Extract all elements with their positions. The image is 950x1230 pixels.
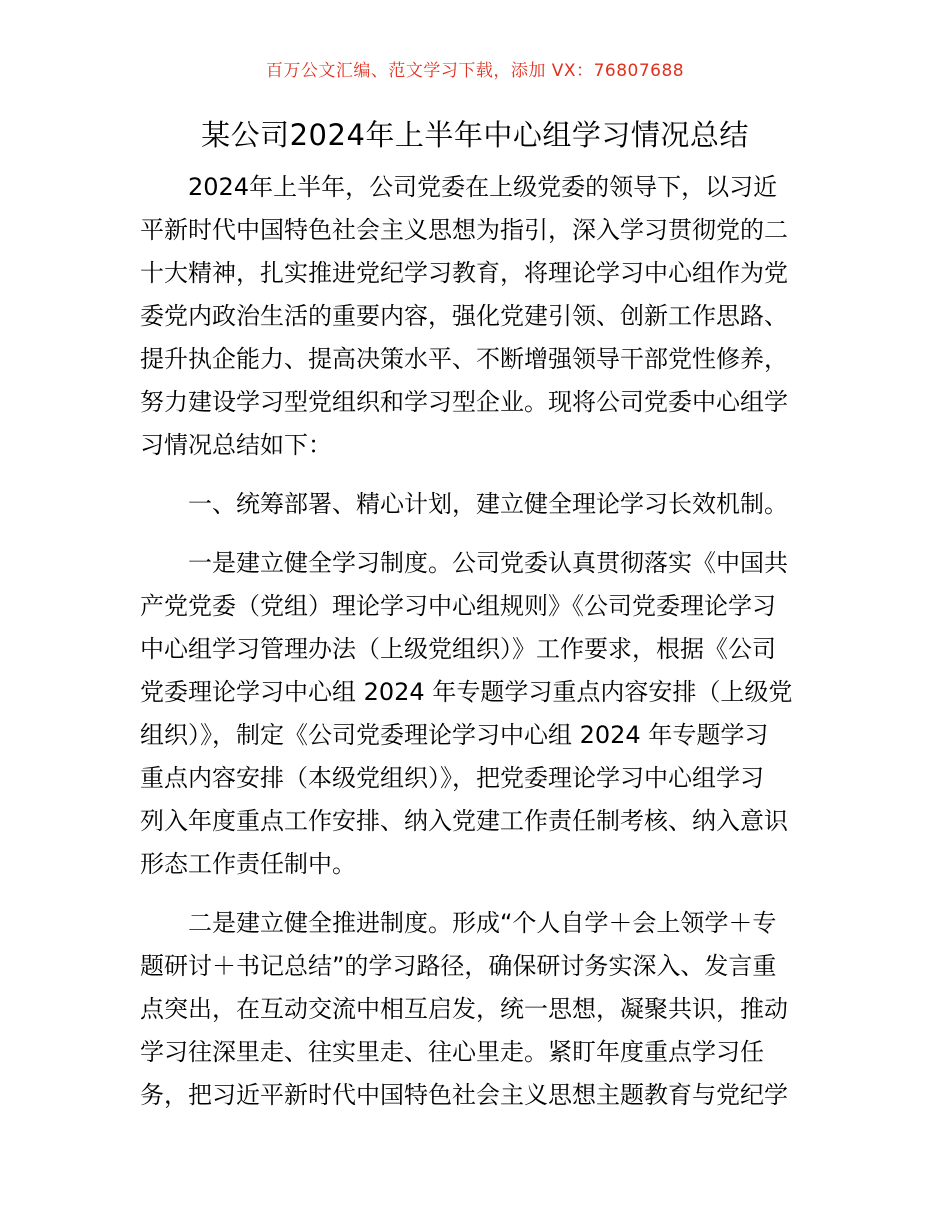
paragraph-line: 中心组学习管理办法（上级党组织）》工作要求，根据《公司 xyxy=(140,635,776,663)
paragraph-promotion-system xyxy=(140,902,810,1117)
section-heading-1 xyxy=(140,483,810,526)
paragraph-line: 努力建设学习型党组织和学习型企业。现将公司党委中心组学 xyxy=(140,388,788,416)
paragraph-line: 委党内政治生活的重要内容，强化党建引领、创新工作思路、 xyxy=(140,302,788,330)
paragraph-line: 2024年上半年，公司党委在上级党委的领导下，以习近 xyxy=(188,173,778,201)
paragraph-line: 学习往深里走、往实里走、往心里走。紧盯年度重点学习任 xyxy=(140,1038,764,1066)
paragraph-line: 提升执企能力、提高决策水平、不断增强领导干部党性修养， xyxy=(140,345,788,373)
document-title: 某公司2024年上半年中心组学习情况总结 xyxy=(201,118,749,152)
paragraph-line: 组织）》，制定《公司党委理论学习中心组 2024 年专题学习 xyxy=(140,721,769,749)
paragraph-line: 务，把习近平新时代中国特色社会主义思想主题教育与党纪学 xyxy=(140,1081,788,1109)
paragraph-line: 平新时代中国特色社会主义思想为指引，深入学习贯彻党的二 xyxy=(140,216,788,244)
paragraph-line: 点突出，在互动交流中相互启发，统一思想，凝聚共识，推动 xyxy=(140,995,788,1023)
paragraph-study-system xyxy=(140,542,810,886)
header-note: 百万公文汇编、范文学习下载，添加 VX：76807688 xyxy=(265,61,685,81)
section-heading-line: 一、统筹部署、精心计划，建立健全理论学习长效机制。 xyxy=(188,490,788,518)
paragraph-intro xyxy=(140,166,810,467)
paragraph-line: 一是建立健全学习制度。公司党委认真贯彻落实《中国共 xyxy=(188,549,788,577)
paragraph-line: 习情况总结如下： xyxy=(140,431,332,459)
paragraph-line: 十大精神，扎实推进党纪学习教育，将理论学习中心组作为党 xyxy=(140,259,788,287)
paragraph-line: 题研讨＋书记总结”的学习路径，确保研讨务实深入、发言重 xyxy=(140,952,777,980)
paragraph-line: 列入年度重点工作安排、纳入党建工作责任制考核、纳入意识 xyxy=(140,807,788,835)
document-body xyxy=(140,166,810,1117)
paragraph-line: 二是建立健全推进制度。形成“个人自学＋会上领学＋专 xyxy=(188,909,777,937)
paragraph-line: 产党党委（党组）理论学习中心组规则》《公司党委理论学习 xyxy=(140,592,776,620)
paragraph-line: 重点内容安排（本级党组织）》，把党委理论学习中心组学习 xyxy=(140,764,764,792)
paragraph-line: 党委理论学习中心组 2024 年专题学习重点内容安排（上级党 xyxy=(140,678,793,706)
paragraph-line: 形态工作责任制中。 xyxy=(140,850,356,878)
